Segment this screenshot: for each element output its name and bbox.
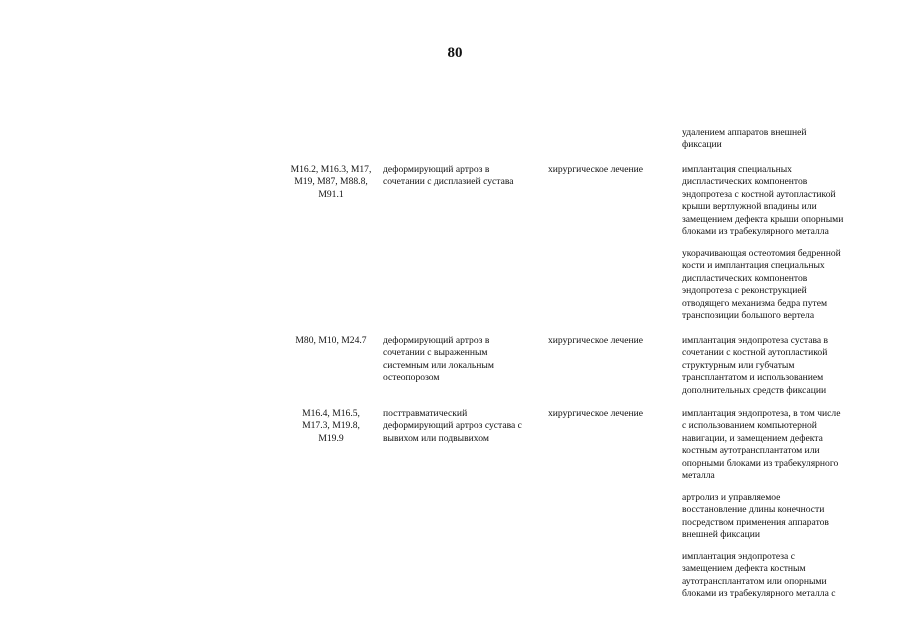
codes-cell: M16.2, M16.3, M17, M19, M87, M88.8, M91.1 — [290, 164, 372, 200]
diagnosis-cell: посттравматический деформирующий артроз сустава с вывихом или подвывихом — [383, 408, 522, 444]
treatment-type-cell: хирургическое лечение — [548, 408, 644, 419]
treatment-type-cell: хирургическое лечение — [548, 164, 644, 175]
method-cell: укорачивающая остеотомия бедренной кости и имплантация специальных диспластических компонентов эндопротеза с реконструкцией отводящего механизма бедра путем транспозиции большого вертела — [682, 248, 841, 322]
method-cell: артролиз и управляемое восстановление длины конечности посредством применения аппаратов внешней фиксации — [682, 492, 829, 541]
page-number: 80 — [447, 45, 463, 61]
codes-cell: M80, M10, M24.7 — [295, 335, 367, 346]
method-cell: имплантация эндопротеза сустава в сочетании с костной аутопластикой структурным или губчатым трансплантатом и использованием дополнительных средств фиксации — [682, 335, 829, 396]
diagnosis-cell: деформирующий артроз в сочетании с выраженным системным или локальным остеопорозом — [383, 335, 494, 384]
treatment-type-cell: хирургическое лечение — [548, 335, 644, 346]
method-cell: имплантация эндопротеза, в том числе с использованием компьютерной навигации, и замещением дефекта костным аутотрансплантатом или опорными блоками из трабекулярного металла — [682, 408, 841, 482]
method-cell: имплантация специальных диспластических компонентов эндопротеза с костной аутопластикой крыши вертлужной впадины или замещением дефекта крыши опорными блоками из трабекулярного металла — [682, 164, 844, 238]
diagnosis-cell: деформирующий артроз в сочетании с дисплазией сустава — [383, 164, 514, 188]
method-cell: имплантация эндопротеза с замещением дефекта костным аутотрансплантатом или опорными блоками из трабекулярного металла с — [682, 551, 836, 600]
method-cell: удалением аппаратов внешней фиксации — [682, 127, 807, 151]
codes-cell: M16.4, M16.5, M17.3, M19.8, M19.9 — [302, 408, 360, 444]
